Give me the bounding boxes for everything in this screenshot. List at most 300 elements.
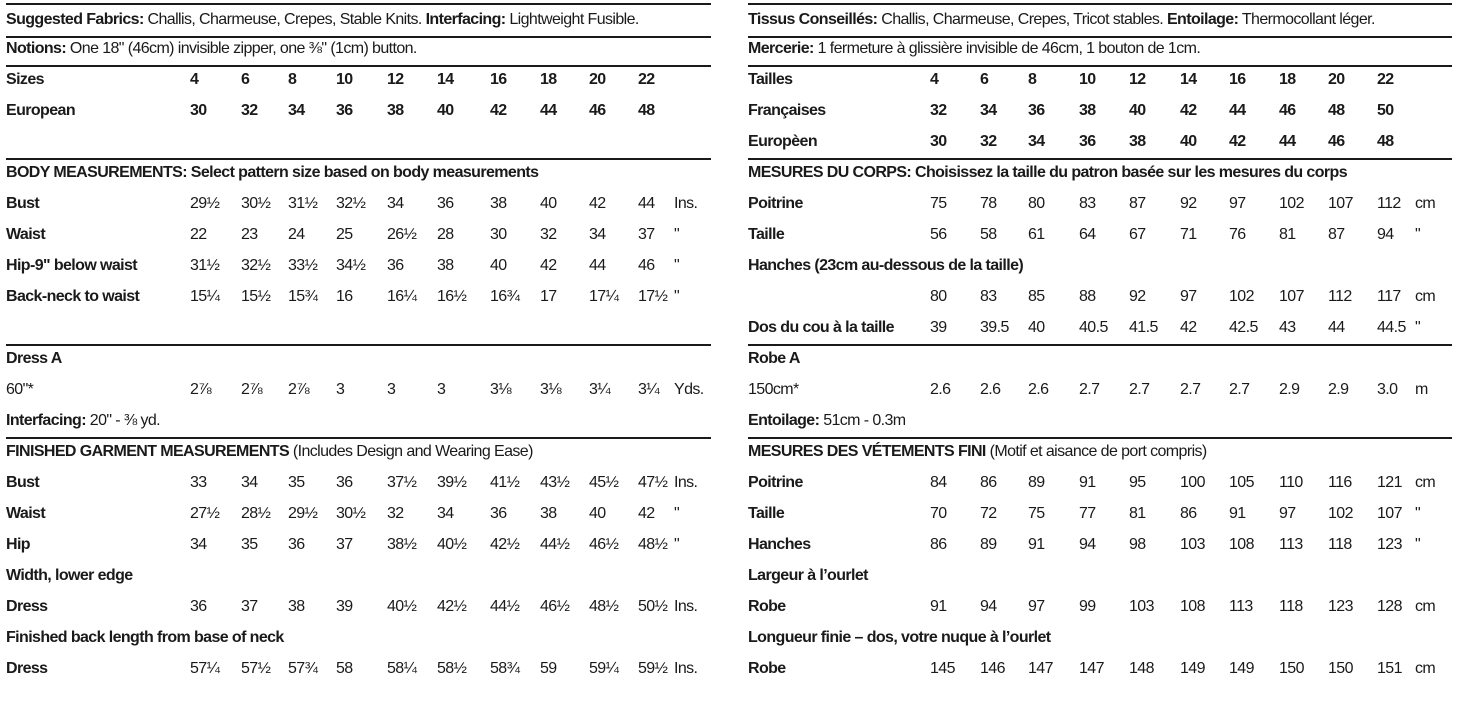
unit-label: ": [1415, 226, 1421, 243]
table-cell: 42½: [490, 536, 520, 553]
table-cell: 43: [1279, 319, 1296, 336]
row-label: Taille: [748, 505, 785, 522]
row-label: Hanches: [748, 536, 811, 553]
text-run: Tissus Conseillés:: [748, 11, 878, 28]
table-cell: 38: [437, 257, 454, 274]
table-cell: 16: [490, 71, 507, 88]
table-cell: 34: [288, 102, 305, 119]
table-cell: 39½: [437, 474, 467, 491]
table-cell: 40.5: [1079, 319, 1108, 336]
table-cell: 36: [387, 257, 404, 274]
row-label: Dress: [6, 598, 48, 615]
table-cell: 98: [1129, 536, 1146, 553]
spacer-row: [6, 127, 711, 160]
table-cell: 30½: [241, 195, 271, 212]
table-cell: 118: [1328, 536, 1352, 553]
table-cell: 23: [241, 226, 258, 243]
table-cell: 16½: [437, 288, 467, 305]
table-cell: 3.0: [1377, 381, 1398, 398]
table-cell: 118: [1279, 598, 1303, 615]
row-text: [748, 11, 1375, 29]
row-label: Waist: [6, 226, 46, 243]
row-label: 150cm*: [748, 381, 799, 398]
table-cell: 123: [1328, 598, 1353, 615]
table-cell: 39.5: [980, 319, 1009, 336]
unit-label: ": [674, 505, 680, 522]
table-cell: 45½: [589, 474, 619, 491]
table-cell: 116: [1328, 474, 1352, 491]
table-cell: 145: [930, 660, 955, 677]
unit-label: Yds.: [674, 381, 704, 398]
text-run: Largeur à l’ourlet: [748, 567, 868, 584]
table-cell: 34: [437, 505, 454, 522]
heading-row: [748, 406, 1452, 439]
table-cell: 41.5: [1129, 319, 1158, 336]
table-cell: 92: [1180, 195, 1197, 212]
table-cell: 18: [1279, 71, 1296, 88]
table-cell: 149: [1180, 660, 1205, 677]
table-cell: 81: [1279, 226, 1296, 243]
table-row: [6, 220, 711, 251]
table-cell: 2.7: [1229, 381, 1250, 398]
table-cell: 46½: [589, 536, 619, 553]
table-cell: 40: [1028, 319, 1045, 336]
text-run: (Includes Design and Wearing Ease): [289, 443, 533, 460]
table-cell: 15½: [241, 288, 271, 305]
table-cell: 36: [288, 536, 305, 553]
table-cell: 39: [336, 598, 353, 615]
text-run: Interfacing:: [6, 412, 86, 429]
table-cell: 149: [1229, 660, 1254, 677]
table-cell: 84: [930, 474, 947, 491]
table-cell: 105: [1229, 474, 1254, 491]
table-cell: 40: [1129, 102, 1146, 119]
table-cell: 150: [1328, 660, 1353, 677]
table-cell: 113: [1279, 536, 1303, 553]
row-label: Back-neck to waist: [6, 288, 140, 305]
table-cell: 16¼: [387, 288, 417, 305]
table-cell: 32½: [336, 195, 366, 212]
table-cell: 117: [1377, 288, 1401, 305]
table-cell: 46: [1279, 102, 1296, 119]
table-cell: 32: [980, 133, 997, 150]
heading-row: [6, 158, 711, 189]
table-cell: 94: [1377, 226, 1394, 243]
text-run: Finished back length from base of neck: [6, 629, 284, 646]
row-label: Bust: [6, 195, 40, 212]
table-cell: 58¾: [490, 660, 520, 677]
table-cell: 40½: [387, 598, 417, 615]
table-cell: 3: [437, 381, 446, 398]
table-cell: 95: [1129, 474, 1146, 491]
table-row: [6, 189, 711, 220]
table-cell: 97: [1279, 505, 1296, 522]
table-cell: 78: [980, 195, 997, 212]
table-cell: 26½: [387, 226, 417, 243]
unit-label: ": [1415, 505, 1421, 522]
table-cell: 112: [1328, 288, 1352, 305]
english-size-chart: [6, 0, 711, 720]
unit-label: cm: [1415, 288, 1436, 305]
table-cell: 48: [1377, 133, 1394, 150]
table-cell: 94: [1079, 536, 1096, 553]
text-run: Entoilage:: [1166, 11, 1239, 28]
table-cell: 32: [387, 505, 404, 522]
row-label: Robe: [748, 660, 786, 677]
table-cell: 57¾: [288, 660, 318, 677]
table-cell: 42.5: [1229, 319, 1258, 336]
table-cell: 42: [1180, 319, 1197, 336]
unit-label: ": [1415, 319, 1421, 336]
table-cell: 30: [190, 102, 207, 119]
row-label: Hip-9" below waist: [6, 257, 138, 274]
table-cell: 3¼: [589, 381, 611, 398]
row-label: Poitrine: [748, 195, 803, 212]
unit-label: cm: [1415, 474, 1436, 491]
heading-row: [6, 3, 711, 38]
table-cell: 44: [638, 195, 655, 212]
heading-row: [748, 251, 1452, 282]
table-cell: 94: [980, 598, 997, 615]
table-cell: 61: [1028, 226, 1045, 243]
table-row: [6, 251, 711, 282]
table-cell: 37½: [387, 474, 417, 491]
table-row: [6, 96, 711, 127]
table-cell: 91: [930, 598, 947, 615]
row-label: Europèen: [748, 133, 817, 150]
table-row: [6, 65, 711, 96]
table-cell: 46: [638, 257, 655, 274]
row-text: [748, 629, 1051, 647]
table-cell: 147: [1028, 660, 1053, 677]
row-label: European: [6, 102, 75, 119]
table-cell: 42½: [437, 598, 467, 615]
table-cell: 50: [1377, 102, 1394, 119]
table-cell: 47½: [638, 474, 668, 491]
text-run: Hanches (23cm au-dessous de la taille): [748, 257, 1024, 274]
table-cell: 100: [1180, 474, 1205, 491]
table-row: [6, 530, 711, 561]
text-run: Lightweight Fusible.: [505, 11, 639, 28]
row-label: Dress: [6, 660, 48, 677]
table-cell: 3: [387, 381, 396, 398]
table-cell: 123: [1377, 536, 1402, 553]
row-text: [6, 40, 417, 58]
table-cell: 3⅛: [490, 381, 512, 398]
table-cell: 30: [930, 133, 947, 150]
table-row: [748, 189, 1452, 220]
table-cell: 29½: [288, 505, 318, 522]
table-cell: 3: [336, 381, 345, 398]
table-row: [748, 65, 1452, 96]
table-cell: 14: [437, 71, 454, 88]
table-cell: 81: [1129, 505, 1146, 522]
table-cell: 43½: [540, 474, 570, 491]
table-cell: 15¼: [190, 288, 220, 305]
table-cell: 46½: [540, 598, 570, 615]
table-cell: 48½: [589, 598, 619, 615]
table-cell: 102: [1328, 505, 1353, 522]
table-cell: 83: [1079, 195, 1096, 212]
table-cell: 87: [1129, 195, 1146, 212]
text-run: Notions:: [6, 40, 67, 57]
table-cell: 38: [1079, 102, 1096, 119]
table-cell: 34: [241, 474, 258, 491]
table-cell: 31½: [288, 195, 318, 212]
heading-row: [6, 34, 711, 67]
text-run: FINISHED GARMENT MEASUREMENTS: [6, 443, 290, 460]
unit-label: Ins.: [674, 660, 698, 677]
table-cell: 103: [1129, 598, 1154, 615]
table-cell: 97: [1028, 598, 1045, 615]
row-text: [748, 40, 1200, 58]
table-cell: 48½: [638, 536, 668, 553]
table-cell: 22: [638, 71, 655, 88]
table-cell: 107: [1377, 505, 1402, 522]
table-cell: 33½: [288, 257, 318, 274]
table-cell: 15¾: [288, 288, 318, 305]
table-row: [6, 592, 711, 623]
table-cell: 75: [930, 195, 947, 212]
table-cell: 44½: [490, 598, 520, 615]
table-cell: 22: [190, 226, 207, 243]
unit-label: cm: [1415, 660, 1436, 677]
table-cell: 59¼: [589, 660, 619, 677]
table-cell: 12: [387, 71, 404, 88]
table-cell: 36: [1028, 102, 1045, 119]
table-cell: 128: [1377, 598, 1402, 615]
table-cell: 97: [1180, 288, 1197, 305]
table-cell: 56: [930, 226, 947, 243]
row-text: [748, 412, 906, 430]
row-text: [6, 11, 639, 29]
table-cell: 42: [638, 505, 655, 522]
table-cell: 36: [490, 505, 507, 522]
table-cell: 8: [1028, 71, 1037, 88]
table-cell: 34: [387, 195, 404, 212]
table-cell: 70: [930, 505, 947, 522]
table-cell: 16¾: [490, 288, 520, 305]
row-label: Hip: [6, 536, 30, 553]
table-cell: 30: [490, 226, 507, 243]
table-cell: 3¼: [638, 381, 660, 398]
row-text: [6, 164, 538, 182]
table-cell: 38: [490, 195, 507, 212]
table-cell: 39: [930, 319, 947, 336]
table-cell: 2.9: [1279, 381, 1300, 398]
table-cell: 34½: [336, 257, 366, 274]
table-cell: 34: [190, 536, 207, 553]
table-cell: 40: [437, 102, 454, 119]
table-cell: 36: [336, 474, 353, 491]
text-run: 20" - ⅜ yd.: [85, 412, 160, 429]
table-cell: 77: [1079, 505, 1096, 522]
table-cell: 44: [1279, 133, 1296, 150]
row-label: Dos du cou à la taille: [748, 319, 894, 336]
table-cell: 44: [1229, 102, 1246, 119]
table-cell: 34: [1028, 133, 1045, 150]
text-run: One 18" (46cm) invisible zipper, one ⅜" (1cm) button.: [66, 40, 417, 57]
row-label: Tailles: [748, 71, 793, 88]
table-row: [748, 282, 1452, 313]
text-run: BODY MEASUREMENTS: Select pattern size based on body measurements: [6, 164, 539, 181]
table-cell: 25: [336, 226, 353, 243]
text-run: Suggested Fabrics:: [6, 11, 144, 28]
heading-row: [6, 561, 711, 592]
text-run: Interfacing:: [425, 11, 506, 28]
table-cell: 17½: [638, 288, 668, 305]
table-cell: 2⅞: [241, 381, 263, 398]
table-cell: 3⅛: [540, 381, 562, 398]
heading-row: [748, 344, 1452, 375]
text-run: Mercerie:: [748, 40, 814, 57]
row-label: Robe: [748, 598, 786, 615]
table-cell: 44½: [540, 536, 570, 553]
french-size-chart: [748, 0, 1452, 720]
table-cell: 102: [1229, 288, 1254, 305]
table-cell: 107: [1328, 195, 1353, 212]
table-cell: 76: [1229, 226, 1246, 243]
table-cell: 148: [1129, 660, 1154, 677]
table-cell: 80: [1028, 195, 1045, 212]
table-row: [6, 375, 711, 406]
row-label: 60"*: [6, 381, 34, 398]
row-label: Taille: [748, 226, 785, 243]
heading-row: [748, 3, 1452, 38]
table-cell: 10: [1079, 71, 1096, 88]
table-cell: 38: [288, 598, 305, 615]
text-run: Challis, Charmeuse, Crepes, Stable Knits.: [143, 11, 426, 28]
text-run: Robe A: [748, 350, 800, 367]
table-cell: 14: [1180, 71, 1197, 88]
table-cell: 2⅞: [190, 381, 212, 398]
table-cell: 92: [1129, 288, 1146, 305]
table-cell: 36: [437, 195, 454, 212]
text-run: 1 fermeture à glissière invisible de 46cm, 1 bouton de 1cm.: [813, 40, 1201, 57]
unit-label: cm: [1415, 195, 1436, 212]
table-cell: 112: [1377, 195, 1401, 212]
table-cell: 58: [336, 660, 353, 677]
table-cell: 91: [1079, 474, 1096, 491]
table-cell: 71: [1180, 226, 1197, 243]
table-cell: 36: [336, 102, 353, 119]
text-run: Challis, Charmeuse, Crepes, Tricot stables.: [877, 11, 1167, 28]
heading-row: [748, 623, 1452, 654]
text-run: 51cm - 0.3m: [819, 412, 906, 429]
row-label: Sizes: [6, 71, 44, 88]
row-text: [748, 257, 1023, 275]
table-cell: 36: [1079, 133, 1096, 150]
table-cell: 42: [1180, 102, 1197, 119]
table-cell: 6: [980, 71, 989, 88]
table-row: [748, 499, 1452, 530]
table-cell: 75: [1028, 505, 1045, 522]
heading-row: [6, 344, 711, 375]
table-cell: 146: [980, 660, 1005, 677]
table-cell: 38: [540, 505, 557, 522]
table-row: [748, 592, 1452, 623]
table-cell: 59: [540, 660, 557, 677]
row-label: Poitrine: [748, 474, 803, 491]
table-cell: 17¼: [589, 288, 619, 305]
table-cell: 46: [1328, 133, 1345, 150]
table-cell: 42: [1229, 133, 1246, 150]
table-cell: 31½: [190, 257, 220, 274]
table-cell: 28½: [241, 505, 271, 522]
table-cell: 24: [288, 226, 305, 243]
table-cell: 44: [1328, 319, 1345, 336]
row-label: Françaises: [748, 102, 826, 119]
table-cell: 32: [540, 226, 557, 243]
table-cell: 67: [1129, 226, 1146, 243]
table-row: [6, 468, 711, 499]
table-cell: 48: [1328, 102, 1345, 119]
table-cell: 57¼: [190, 660, 220, 677]
table-cell: 34: [589, 226, 606, 243]
table-row: [748, 220, 1452, 251]
row-label: Bust: [6, 474, 40, 491]
row-text: [6, 567, 133, 585]
table-cell: 58¼: [387, 660, 417, 677]
table-cell: 58: [980, 226, 997, 243]
table-cell: 37: [241, 598, 258, 615]
unit-label: Ins.: [674, 598, 698, 615]
table-cell: 38: [387, 102, 404, 119]
text-run: MESURES DES VÉTEMENTS FINI: [748, 443, 986, 460]
table-cell: 37: [336, 536, 353, 553]
table-cell: 40½: [437, 536, 467, 553]
text-run: Width, lower edge: [6, 567, 133, 584]
unit-label: ": [674, 288, 680, 305]
table-cell: 91: [1229, 505, 1246, 522]
unit-label: m: [1415, 381, 1428, 398]
table-cell: 6: [241, 71, 250, 88]
table-cell: 41½: [490, 474, 520, 491]
table-cell: 40: [1180, 133, 1197, 150]
table-cell: 2.6: [980, 381, 1001, 398]
heading-row: [6, 623, 711, 654]
text-run: Entoilage:: [748, 412, 820, 429]
unit-label: Ins.: [674, 474, 698, 491]
table-cell: 103: [1180, 536, 1205, 553]
row-text: [6, 629, 284, 647]
table-cell: 64: [1079, 226, 1096, 243]
table-cell: 107: [1279, 288, 1304, 305]
table-cell: 86: [980, 474, 997, 491]
row-text: [748, 443, 1207, 461]
table-cell: 42: [589, 195, 606, 212]
table-cell: 2.6: [930, 381, 951, 398]
table-row: [748, 530, 1452, 561]
table-cell: 46: [589, 102, 606, 119]
table-cell: 28: [437, 226, 454, 243]
heading-row: [748, 437, 1452, 468]
table-cell: 91: [1028, 536, 1045, 553]
table-cell: 151: [1377, 660, 1402, 677]
row-text: [748, 350, 800, 368]
table-cell: 42: [490, 102, 507, 119]
table-cell: 89: [1028, 474, 1045, 491]
table-cell: 20: [1328, 71, 1345, 88]
table-cell: 147: [1079, 660, 1104, 677]
table-cell: 4: [190, 71, 199, 88]
table-cell: 110: [1279, 474, 1303, 491]
table-row: [748, 127, 1452, 160]
table-cell: 10: [336, 71, 353, 88]
table-cell: 44.5: [1377, 319, 1406, 336]
table-cell: 36: [190, 598, 207, 615]
table-cell: 99: [1079, 598, 1096, 615]
